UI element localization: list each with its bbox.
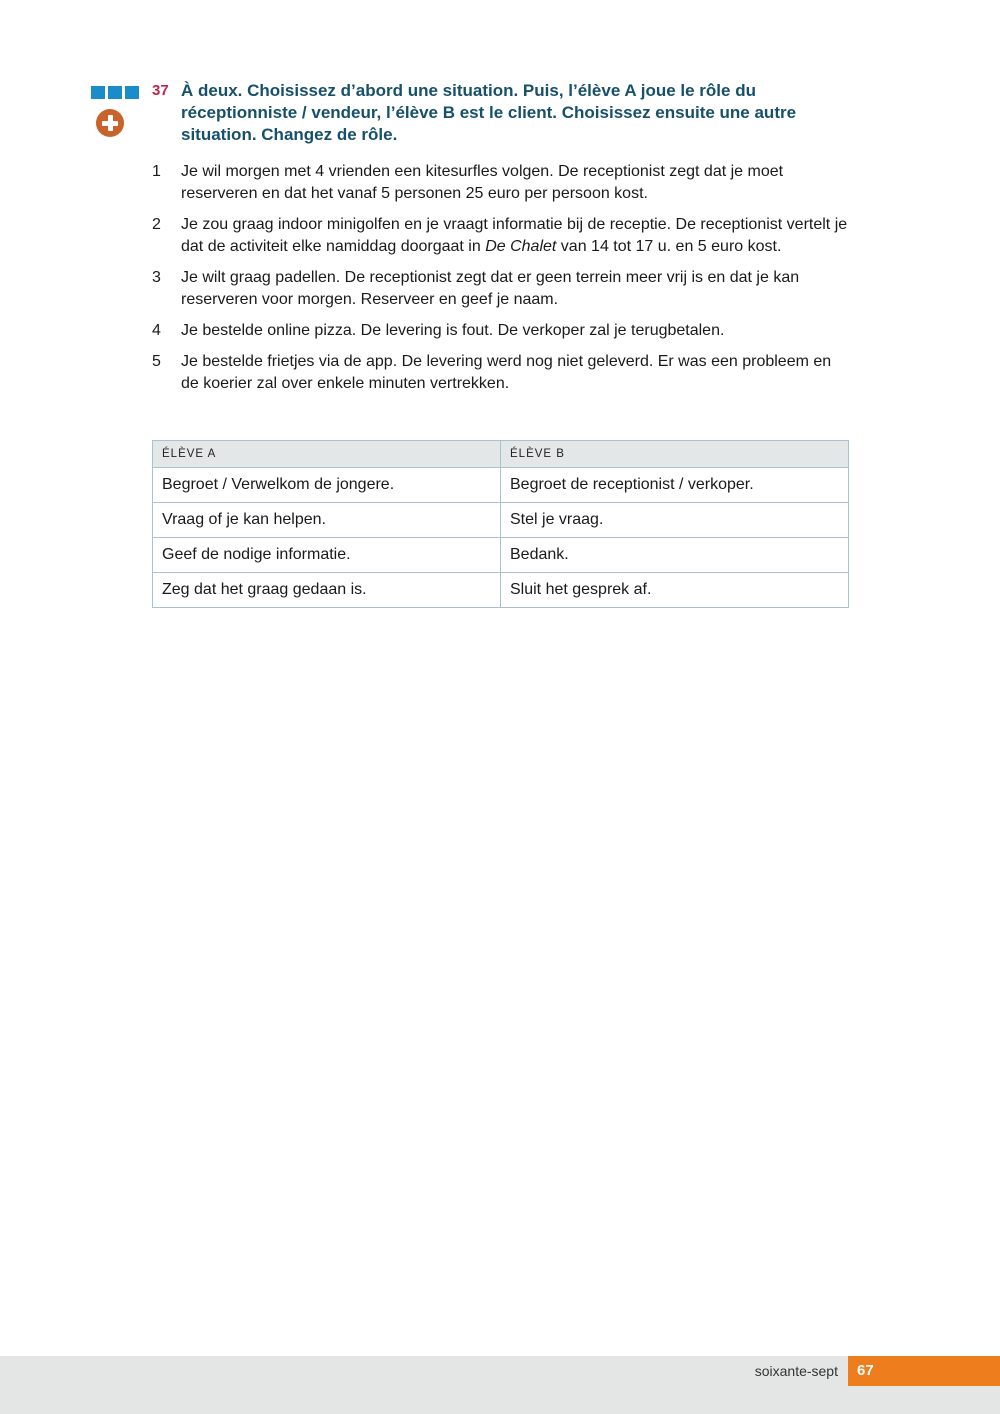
column-header-eleve-b: ÉLÈVE B xyxy=(501,441,849,468)
level-square xyxy=(91,86,105,99)
level-square xyxy=(125,86,139,99)
page-number-words: soixante-sept xyxy=(754,1363,838,1379)
exercise-markers xyxy=(91,86,139,99)
level-squares-icon xyxy=(91,86,139,99)
table-row xyxy=(153,538,849,573)
situation-text: Je bestelde online pizza. De levering is fout. De verkoper zal je terugbetalen. xyxy=(181,322,725,339)
table-header-row xyxy=(153,441,849,468)
situation-item xyxy=(152,351,852,395)
exercise-number: 37 xyxy=(152,82,169,99)
table-cell: Bedank. xyxy=(501,538,849,573)
table-cell: Geef de nodige informatie. xyxy=(153,538,501,573)
table-cell: Stel je vraag. xyxy=(501,503,849,538)
role-table xyxy=(152,440,849,608)
level-square xyxy=(108,86,122,99)
column-header-eleve-a: ÉLÈVE A xyxy=(153,441,501,468)
situation-text-part: Je zou graag indoor minigolfen en je vraagt informatie bij de receptie. De receptionist vertelt je dat de activiteit elke namiddag doorgaat in xyxy=(181,216,848,255)
exercise-instruction: À deux. Choisissez d’abord une situation. Puis, l’élève A joue le rôle du réceptionniste / vendeur, l’élève B est le client. Choisissez ensuite une autre situation. Changez de rôle. xyxy=(181,81,797,144)
table-row xyxy=(153,468,849,503)
situation-item xyxy=(152,267,852,311)
situation-text-italic: De Chalet xyxy=(485,238,557,255)
table-cell: Begroet / Verwelkom de jongere. xyxy=(153,468,501,503)
situation-text: Je wilt graag padellen. De receptionist zegt dat er geen terrein meer vrij is en dat je kan reserveren voor morgen. Reserveer en geef je naam. xyxy=(181,269,800,308)
table-cell: Zeg dat het graag gedaan is. xyxy=(153,573,501,608)
situation-text: Je wil morgen met 4 vrienden een kitesurfles volgen. De receptionist zegt dat je moet reserveren en dat het vanaf 5 personen 25 euro per persoon kost. xyxy=(181,163,784,202)
situation-item xyxy=(152,320,852,342)
table-cell: Begroet de receptionist / verkoper. xyxy=(501,468,849,503)
table-row xyxy=(153,503,849,538)
table-cell: Vraag of je kan helpen. xyxy=(153,503,501,538)
situation-list xyxy=(152,161,852,404)
table-row xyxy=(153,573,849,608)
situation-item xyxy=(152,214,852,258)
situation-number: 1 xyxy=(152,163,161,180)
situation-text: Je bestelde frietjes via de app. De levering werd nog niet geleverd. Er was een probleem en de koerier zal over enkele minuten vertrekken. xyxy=(181,353,832,392)
page-footer xyxy=(0,1356,1000,1414)
page-number: 67 xyxy=(848,1356,1000,1386)
situation-item xyxy=(152,161,852,205)
table-cell: Sluit het gesprek af. xyxy=(501,573,849,608)
situation-number: 3 xyxy=(152,269,161,286)
situation-number: 2 xyxy=(152,216,161,233)
situation-number: 5 xyxy=(152,353,161,370)
plus-circle-icon xyxy=(96,109,124,137)
situation-number: 4 xyxy=(152,322,161,339)
situation-text-part: van 14 tot 17 u. en 5 euro kost. xyxy=(556,238,782,255)
situation-text xyxy=(181,214,852,258)
